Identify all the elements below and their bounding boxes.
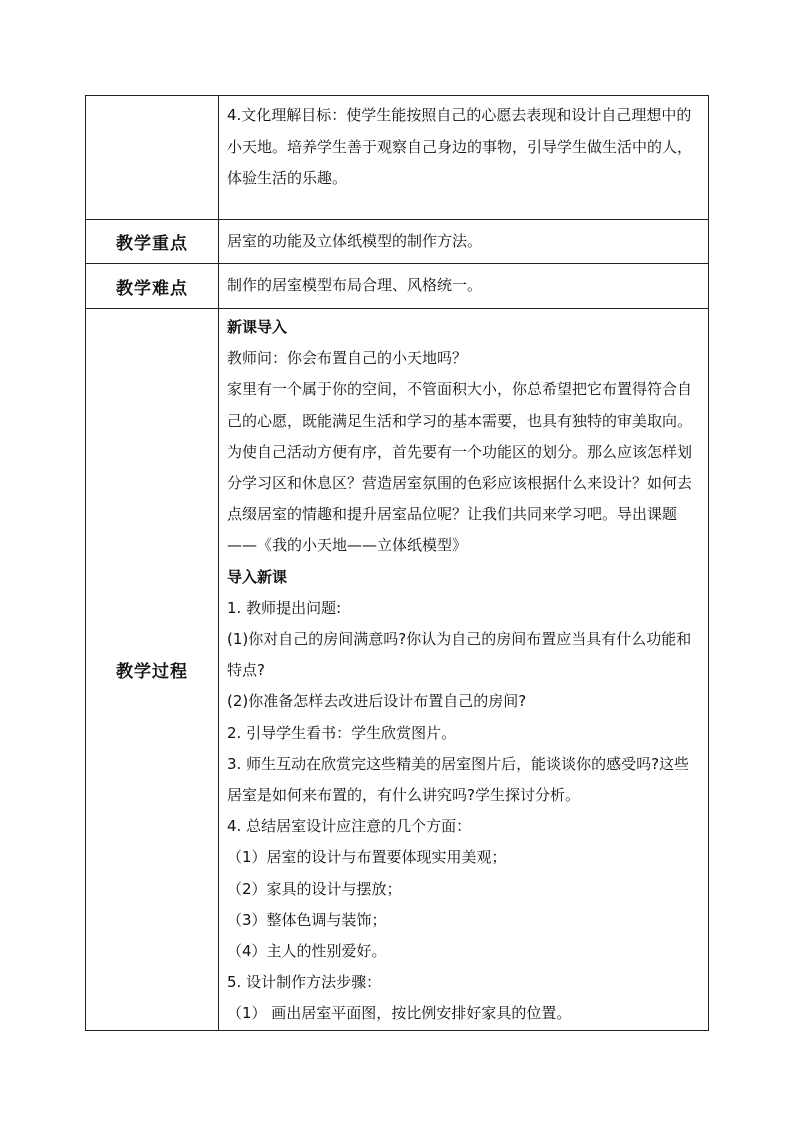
teacher-question: 教师问：你会布置自己的小天地吗？ <box>227 349 468 368</box>
objective-text: 4.文化理解目标：使学生能按照自己的心愿去表现和设计自己理想中的小天地。培养学生善于观察自己身边的事物，引导学生做生活中的人，体验生活的乐趣。 <box>227 106 693 187</box>
item-4-a: （1）居室的设计与布置要体现实用美观； <box>227 848 507 867</box>
item-5-a: （1） 画出居室平面图，按比例安排好家具的位置。 <box>227 1004 572 1023</box>
process-label: 教学过程 <box>86 309 219 1031</box>
objective-label-cell <box>86 96 219 220</box>
item-2: 2. 引导学生看书：学生欣赏图片。 <box>227 723 457 742</box>
item-3: 3. 师生互动在欣赏完这些精美的居室图片后，能谈谈你的感受吗?这些居室是如何来布置的，有什么讲究吗?学生探讨分析。 <box>227 754 690 805</box>
key-point-row <box>86 220 709 264</box>
key-point-text: 居室的功能及立体纸模型的制作方法。 <box>219 220 709 264</box>
objective-cell <box>219 96 709 220</box>
item-4-c: （3）整体色调与装饰； <box>227 910 387 929</box>
item-4-d: （4）主人的性别爱好。 <box>227 942 387 961</box>
difficulty-row <box>86 264 709 309</box>
objective-row <box>86 96 709 220</box>
item-4: 4. 总结居室设计应注意的几个方面： <box>227 817 472 836</box>
item-1: 1. 教师提出问题: <box>227 598 342 617</box>
difficulty-label: 教学难点 <box>86 264 219 309</box>
lesson-plan-table <box>85 95 709 1031</box>
item-1-question-1: (1)你对自己的房间满意吗?你认为自己的房间布置应当具有什么功能和特点? <box>227 630 692 680</box>
process-row <box>86 309 709 1031</box>
item-4-b: （2）家具的设计与摆放； <box>227 879 402 898</box>
item-1-question-2: (2)你准备怎样去改进后设计布置自己的房间? <box>227 692 527 711</box>
intro-heading: 新课导入 <box>227 318 288 336</box>
item-5: 5. 设计制作方法步骤： <box>227 973 382 992</box>
process-content <box>219 309 709 1031</box>
key-point-label: 教学重点 <box>86 220 219 264</box>
difficulty-text: 制作的居室模型布局合理、风格统一。 <box>219 264 709 309</box>
intro-paragraph: 家里有一个属于你的空间，不管面积大小，你总希望把它布置得符合自己的心愿，既能满足生活和学习的基本需要，也具有独特的审美取向。为使自己活动方便有序，首先要有一个功能区的划分。那么应该怎样划分学习区和休息区？营造居室氛围的色彩应该根据什么来设计？如何去点缀居室的情趣和提升居室品位呢？让我们共同来学习吧。导出课题——《我的小天地——立体纸模型》 <box>227 380 693 555</box>
new-lesson-heading: 导入新课 <box>227 567 288 586</box>
